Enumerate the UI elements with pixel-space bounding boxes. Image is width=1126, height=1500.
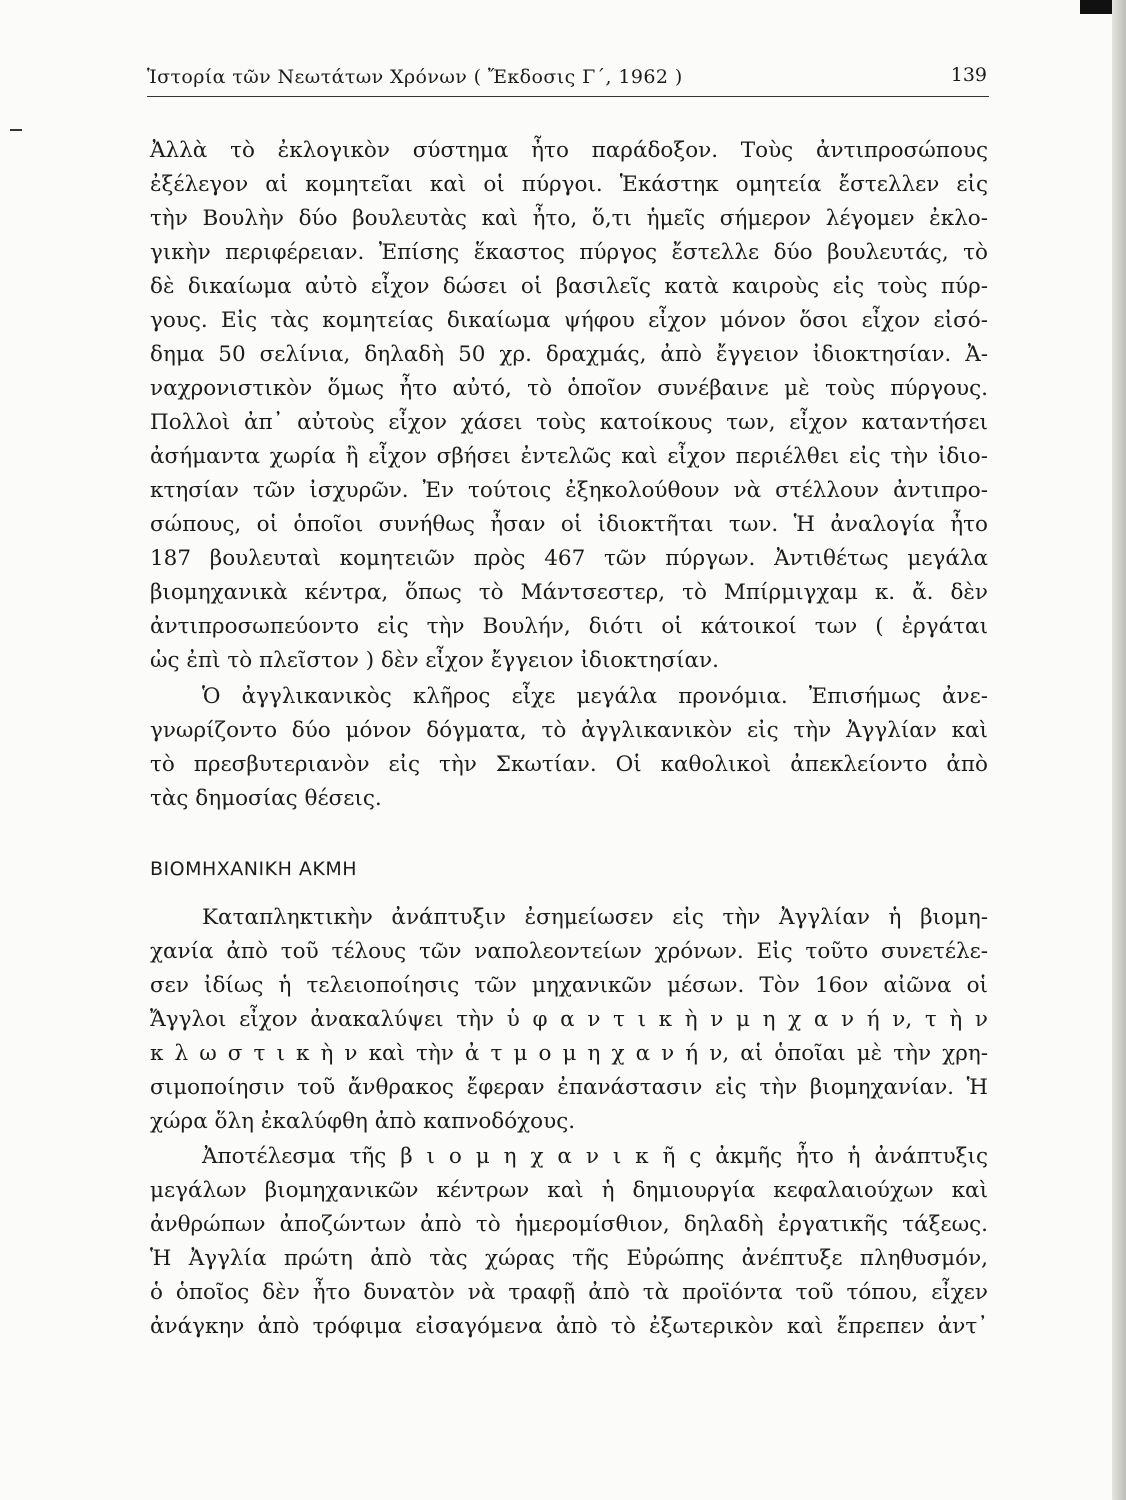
text-line: τὴν Βουλὴν δύο βουλευτὰς καὶ ἦτο, ὅ,τι ἡμεῖς σήμερον λέγομεν ἐκλο- bbox=[150, 206, 988, 231]
text-line: ἀνάγκην ἀπὸ τρόφιμα εἰσαγόμενα ἀπὸ τὸ ἐξωτερικὸν καὶ ἔπρεπεν ἀντ᾽ bbox=[150, 1314, 988, 1339]
text-line: δὲ δικαίωμα αὐτὸ εἶχον δώσει οἱ βασιλεῖς κατὰ καιροὺς εἰς τοὺς πύρ- bbox=[150, 274, 988, 299]
page-number: 139 bbox=[950, 64, 987, 86]
text-line: σεν ἰδίως ἡ τελειοποίησις τῶν μηχανικῶν μέσων. Τὸν 16ον αἰῶνα οἱ bbox=[150, 973, 988, 998]
text-line: Πολλοὶ ἀπ᾽ αὐτοὺς εἶχον χάσει τοὺς κατοίκους των, εἶχον καταντήσει bbox=[150, 410, 988, 435]
text-line: Ἡ Ἀγγλία πρώτη ἀπὸ τὰς χώρας τῆς Εὐρώπης ἀνέπτυξε πληθυσμόν, bbox=[150, 1246, 988, 1271]
text-line: Ἄγγλοι εἶχον ἀνακαλύψει τὴν ὑ φ α ν τ ι κ ὴ ν μ η χ α ν ή ν, τ ὴ ν bbox=[150, 1007, 988, 1032]
text-line: ἀσήμαντα χωρία ἢ εἶχον σβήσει ἐντελῶς καὶ εἶχον περιέλθει εἰς τὴν ἰδιο- bbox=[150, 444, 988, 469]
text-line: 187 βουλευταὶ κομητειῶν πρὸς 467 τῶν πύργων. Ἀντιθέτως μεγάλα bbox=[150, 546, 988, 571]
running-title: Ἱστορία τῶν Νεωτάτων Χρόνων ( Ἔκδοσις Γ΄, 1962 ) bbox=[147, 66, 683, 88]
text-line: Ἀλλὰ τὸ ἐκλογικὸν σύστημα ἦτο παράδοξον. Τοὺς ἀντιπροσώπους bbox=[150, 138, 988, 163]
text-line: σώπους, οἱ ὁποῖοι συνήθως ἦσαν οἱ ἰδιοκτῆται των. Ἡ ἀναλογία ἦτο bbox=[150, 512, 988, 537]
text-line: βιομηχανικὰ κέντρα, ὅπως τὸ Μάντσεστερ, τὸ Μπίρμιγχαμ κ. ἄ. δὲν bbox=[150, 580, 988, 605]
text-line: τὰς δημοσίας θέσεις. bbox=[150, 786, 382, 811]
text-line: γους. Εἰς τὰς κομητείας δικαίωμα ψήφου εἶχον μόνον ὅσοι εἶχον εἰσό- bbox=[150, 308, 988, 333]
text-line: ἀνθρώπων ἀποζώντων ἀπὸ τὸ ἡμερομίσθιον, δηλαδὴ ἐργατικῆς τάξεως. bbox=[150, 1212, 988, 1237]
text-line: μεγάλων βιομηχανικῶν κέντρων καὶ ἡ δημιουργία κεφαλαιούχων καὶ bbox=[150, 1178, 988, 1203]
text-line: ὁ ὁποῖος δὲν ἦτο δυνατὸν νὰ τραφῇ ἀπὸ τὰ προϊόντα τοῦ τόπου, εἶχεν bbox=[150, 1280, 988, 1305]
text-line: γικὴν περιφέρειαν. Ἐπίσης ἕκαστος πύργος ἔστελλε δύο βουλευτάς, τὸ bbox=[150, 240, 988, 265]
text-line: τὸ πρεσβυτεριανὸν εἰς τὴν Σκωτίαν. Οἱ καθολικοὶ ἀπεκλείοντο ἀπὸ bbox=[150, 752, 988, 777]
text-line: δημα 50 σελίνια, δηλαδὴ 50 χρ. δραχμάς, ἀπὸ ἔγγειον ἰδιοκτησίαν. Ἀ- bbox=[150, 342, 988, 367]
text-line: χανία ἀπὸ τοῦ τέλους τῶν ναπολεοντείων χρόνων. Εἰς τοῦτο συνετέλε- bbox=[150, 939, 988, 964]
text-line: Ἀποτέλεσμα τῆς β ι ο μ η χ α ν ι κ ῆ ς ἀκμῆς ἦτο ἡ ἀνάπτυξις bbox=[202, 1144, 988, 1169]
text-line: Καταπληκτικὴν ἀνάπτυξιν ἐσημείωσεν εἰς τὴν Ἀγγλίαν ἡ βιομη- bbox=[202, 905, 988, 930]
section-heading: ΒΙΟΜΗΧΑΝΙΚΗ ΑΚΜΗ bbox=[150, 858, 358, 880]
text-line: χώρα ὅλη ἐκαλύφθη ἀπὸ καπνοδόχους. bbox=[150, 1109, 576, 1134]
text-line: ἐξέλεγον αἱ κομητεῖαι καὶ οἱ πύργοι. Ἑκάστηκ ομητεία ἔστελλεν εἰς bbox=[150, 172, 988, 197]
text-line: ὡς ἐπὶ τὸ πλεῖστον ) δὲν εἶχον ἔγγειον ἰδιοκτησίαν. bbox=[150, 648, 719, 673]
text-line: σιμοποίησιν τοῦ ἄνθρακος ἔφεραν ἐπανάστασιν εἰς τὴν βιομηχανίαν. Ἡ bbox=[150, 1075, 988, 1100]
text-line: Ὁ ἀγγλικανικὸς κλῆρος εἶχε μεγάλα προνόμια. Ἐπισήμως ἀνε- bbox=[202, 684, 988, 709]
text-line: ἀντιπροσωπεύοντο εἰς τὴν Βουλήν, διότι οἱ κάτοικοί των ( ἐργάται bbox=[150, 614, 988, 639]
text-line: ναχρονιστικὸν ὅμως ἦτο αὐτό, τὸ ὁποῖον συνέβαινε μὲ τοὺς πύργους. bbox=[150, 376, 988, 401]
running-header bbox=[147, 56, 989, 97]
text-line: κτησίαν τῶν ἰσχυρῶν. Ἐν τούτοις ἐξηκολούθουν νὰ στέλλουν ἀντιπρο- bbox=[150, 478, 988, 503]
text-line: γνωρίζοντο δύο μόνον δόγματα, τὸ ἀγγλικανικὸν εἰς τὴν Ἀγγλίαν καὶ bbox=[150, 718, 988, 743]
text-line: κ λ ω σ τ ι κ ὴ ν καὶ τὴν ἀ τ μ ο μ η χ α ν ή ν, αἱ ὁποῖαι μὲ τὴν χρη- bbox=[150, 1041, 988, 1066]
margin-mark bbox=[10, 129, 22, 131]
scan-edge-right bbox=[1112, 0, 1126, 1500]
